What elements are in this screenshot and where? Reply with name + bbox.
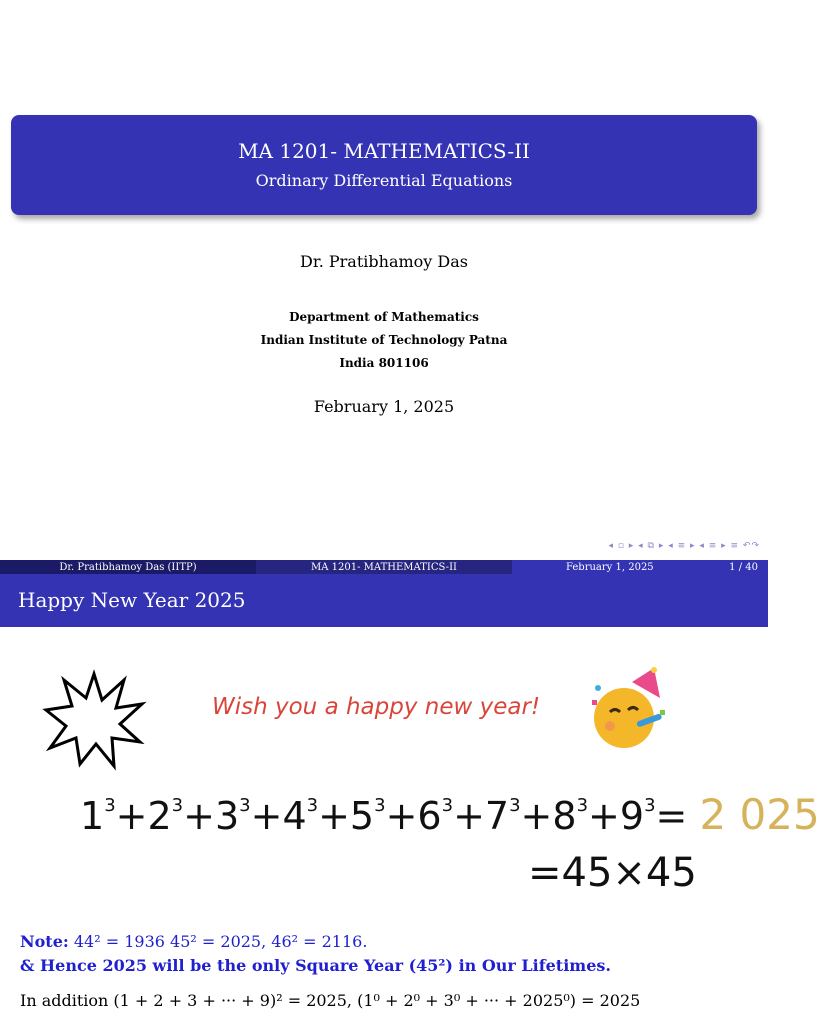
note-line-3: In addition (1 + 2 + 3 + ··· + 9)² = 2025, (1⁰ + 2⁰ + 3⁰ + ··· + 2025⁰) = 2025	[20, 991, 641, 1010]
department: Department of Mathematics	[289, 310, 479, 324]
institute: Indian Institute of Technology Patna	[260, 333, 508, 347]
cubes-sum-equation: $1^3+2^3+3^3+4^3+5^3+6^3+7^3+8^3+9^3= 2$ 025	[80, 790, 820, 839]
institute-block	[0, 306, 768, 375]
title-box	[11, 115, 757, 215]
presentation-date: February 1, 2025	[313, 397, 455, 416]
sum-result-year: 2 025	[699, 790, 820, 839]
footer-page: 1 / 40	[729, 561, 758, 573]
party-face-emoji-icon	[588, 666, 672, 754]
footer-course: MA 1201- MATHEMATICS-II	[256, 560, 512, 574]
location: India 801106	[339, 356, 429, 370]
note-label: Note:	[20, 932, 69, 951]
footer-author: Dr. Pratibhamoy Das (IITP)	[0, 560, 256, 574]
footer-date: February 1, 2025	[566, 561, 654, 573]
greeting-text: Wish you a happy new year!	[212, 694, 541, 720]
author-name: Dr. Pratibhamoy Das	[300, 252, 468, 271]
slide-footer	[0, 560, 768, 574]
product-equation: =45×45	[528, 850, 697, 896]
beamer-navigation-icons[interactable]: ◂ ▫ ▸ ◂ ⧉ ▸ ◂ ≡ ▸ ◂ ≡ ▸ ≡ ↶↷	[608, 541, 760, 551]
note-line-2: & Hence 2025 will be the only Square Year (45²) in Our Lifetimes.	[20, 956, 611, 975]
burst-star-icon	[44, 672, 144, 768]
frame-title: Happy New Year 2025	[18, 588, 246, 612]
course-title: MA 1201- MATHEMATICS-II	[238, 139, 530, 163]
note-line-1	[20, 932, 367, 951]
course-subtitle: Ordinary Differential Equations	[255, 171, 513, 190]
frame-title-bar	[0, 574, 768, 627]
note-squares: 44² = 1936 45² = 2025, 46² = 2116.	[73, 932, 368, 951]
footer-date-page	[512, 560, 768, 574]
